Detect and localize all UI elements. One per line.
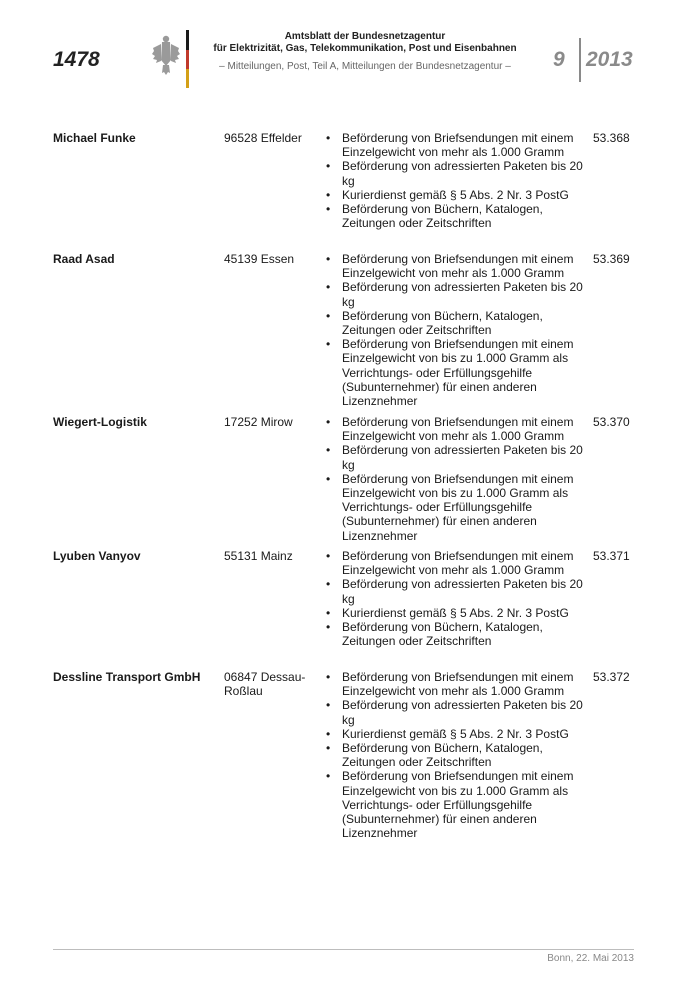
service-item: • Beförderung von Büchern, Katalogen, Zeitungen oder Zeitschriften: [325, 741, 585, 769]
service-item: • Kurierdienst gemäß § 5 Abs. 2 Nr. 3 PostG: [325, 606, 585, 620]
service-item: • Beförderung von Büchern, Katalogen, Zeitungen oder Zeitschriften: [325, 309, 585, 337]
licensee-name: Michael Funke: [53, 131, 136, 145]
service-list: [325, 131, 585, 230]
service-item: • Beförderung von adressierten Paketen bis 20 kg: [325, 577, 585, 605]
service-item: • Beförderung von Büchern, Katalogen, Zeitungen oder Zeitschriften: [325, 202, 585, 230]
footer-date: Bonn, 22. Mai 2013: [547, 953, 634, 964]
publication-header: [200, 31, 530, 72]
footer-divider: [53, 949, 634, 950]
publication-title-line1: Amtsblatt der Bundesnetzagentur: [284, 31, 446, 42]
service-item: • Beförderung von adressierten Paketen bis 20 kg: [325, 443, 585, 471]
service-item: • Beförderung von Briefsendungen mit einem Einzelgewicht von bis zu 1.000 Gramm als Verrichtungs- oder Erfüllungsgehilfe (Subunternehmer) für einen anderen Lizenznehmer: [325, 472, 585, 543]
service-item: • Kurierdienst gemäß § 5 Abs. 2 Nr. 3 PostG: [325, 188, 585, 202]
service-item: • Beförderung von adressierten Paketen bis 20 kg: [325, 698, 585, 726]
license-number: 53.369: [593, 252, 630, 266]
licensee-name: Raad Asad: [53, 252, 115, 266]
license-number: 53.368: [593, 131, 630, 145]
service-list: [325, 549, 585, 648]
licensee-location: 17252 Mirow: [224, 415, 293, 429]
federal-eagle-icon: [150, 30, 190, 90]
service-item: • Beförderung von adressierten Paketen bis 20 kg: [325, 159, 585, 187]
issue-year: 2013: [586, 48, 633, 71]
service-item: • Beförderung von Briefsendungen mit einem Einzelgewicht von bis zu 1.000 Gramm als Verrichtungs- oder Erfüllungsgehilfe (Subunternehmer) für einen anderen Lizenznehmer: [325, 769, 585, 840]
service-item: • Beförderung von Briefsendungen mit einem Einzelgewicht von mehr als 1.000 Gramm: [325, 131, 585, 159]
licensee-location: 45139 Essen: [224, 252, 295, 266]
issue-number: 9: [553, 48, 565, 71]
publication-subtitle: – Mitteilungen, Post, Teil A, Mitteilungen der Bundesnetzagentur –: [219, 61, 511, 72]
service-list: [325, 415, 585, 543]
service-item: • Beförderung von adressierten Paketen bis 20 kg: [325, 280, 585, 308]
licensee-location: 55131 Mainz: [224, 549, 293, 563]
service-item: • Beförderung von Briefsendungen mit einem Einzelgewicht von bis zu 1.000 Gramm als Verrichtungs- oder Erfüllungsgehilfe (Subunternehmer) für einen anderen Lizenznehmer: [325, 337, 585, 408]
service-item: • Beförderung von Briefsendungen mit einem Einzelgewicht von mehr als 1.000 Gramm: [325, 252, 585, 280]
licensee-name: Wiegert-Logistik: [53, 415, 147, 429]
license-number: 53.371: [593, 549, 630, 563]
license-number: 53.370: [593, 415, 630, 429]
issue-divider: [579, 38, 581, 82]
publication-title-line2: für Elektrizität, Gas, Telekommunikation, Post und Eisenbahnen: [213, 43, 517, 54]
service-item: • Beförderung von Briefsendungen mit einem Einzelgewicht von mehr als 1.000 Gramm: [325, 670, 585, 698]
service-item: • Beförderung von Briefsendungen mit einem Einzelgewicht von mehr als 1.000 Gramm: [325, 549, 585, 577]
page-number: 1478: [53, 48, 100, 71]
licensee-name: Lyuben Vanyov: [53, 549, 141, 563]
service-item: • Beförderung von Briefsendungen mit einem Einzelgewicht von mehr als 1.000 Gramm: [325, 415, 585, 443]
service-list: [325, 252, 585, 408]
service-item: • Beförderung von Büchern, Katalogen, Zeitungen oder Zeitschriften: [325, 620, 585, 648]
service-list: [325, 670, 585, 840]
licensee-name: Dessline Transport GmbH: [53, 670, 201, 684]
licensee-location: 06847 Dessau-Roßlau: [224, 670, 306, 699]
service-item: • Kurierdienst gemäß § 5 Abs. 2 Nr. 3 PostG: [325, 727, 585, 741]
license-number: 53.372: [593, 670, 630, 684]
licensee-location: 96528 Effelder: [224, 131, 302, 145]
